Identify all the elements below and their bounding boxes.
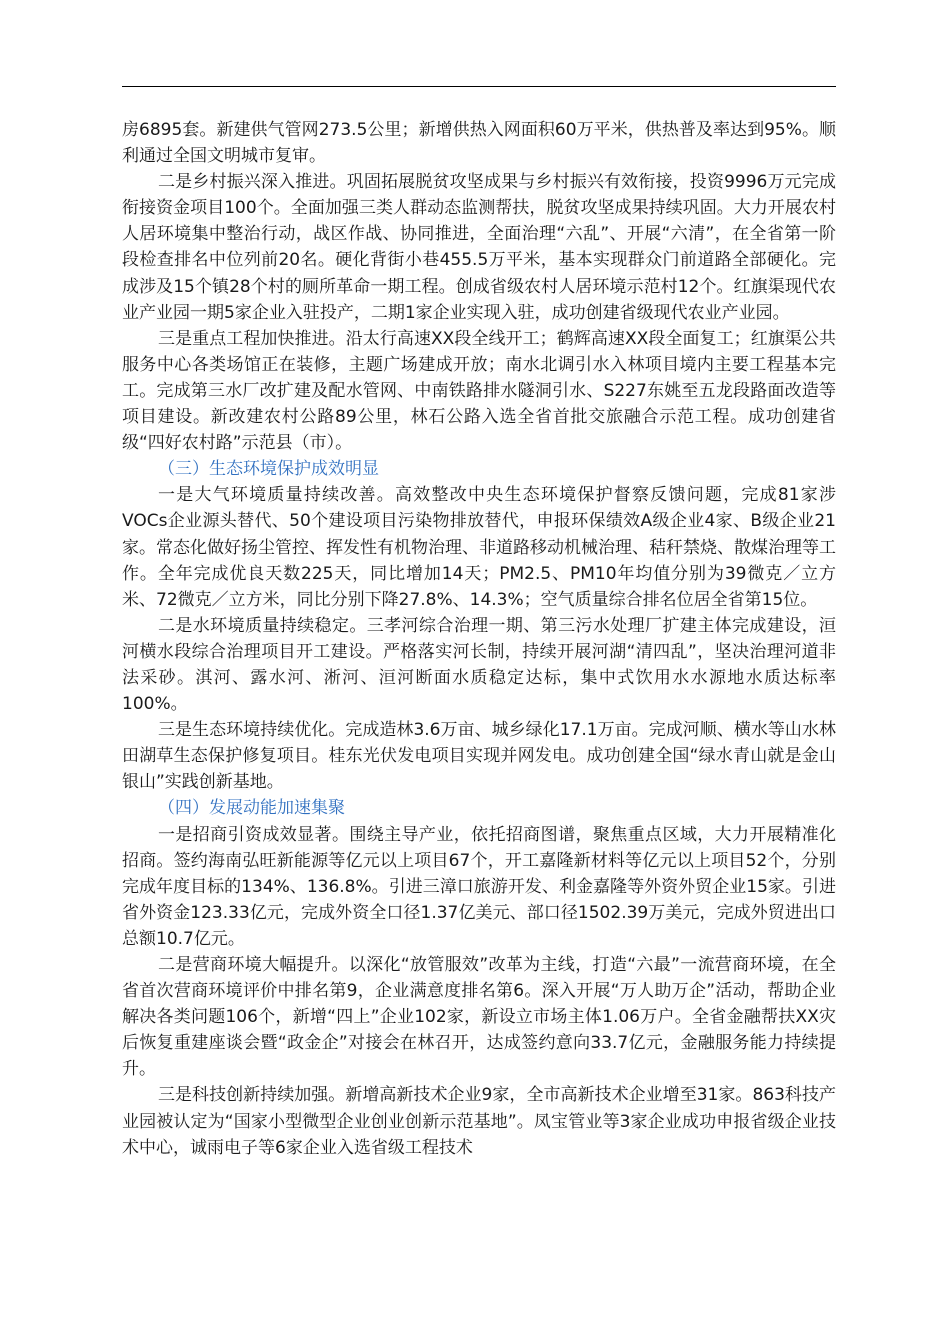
section-heading-momentum: （四）发展动能加速集聚 bbox=[158, 798, 345, 819]
paragraph-investment: 一是招商引资成效显著。围绕主导产业，依托招商图谱，聚焦重点区域，大力开展精准化招商。签约海南弘旺新能源等亿元以上项目67个，开工嘉隆新材料等亿元以上项目52个，分别完成年度目标的134%、136.8%。引进三漳口旅游开发、利金嘉隆等外资外贸企业15家。引进省外资金123.33亿元，完成外资全口径1.37亿美元、部口径1502.39万美元，完成外贸进出口总额10.7亿元。 bbox=[122, 824, 836, 949]
paragraph-air-quality: 一是大气环境质量持续改善。高效整改中央生态环境保护督察反馈问题，完成81家涉VOCs企业源头替代、50个建设项目污染物排放替代，申报环保绩效A级企业4家、B级企业21家。常态化做好扬尘管控、挥发性有机物治理、非道路移动机械治理、秸秆禁烧、散煤治理等工作。全年完成优良天数225天，同比增加14天；PM2.5、PM10年均值分别为39微克／立方米、72微克／立方米，同比分别下降27.8%、14.3%；空气质量综合排名位居全省第15位。 bbox=[122, 485, 836, 610]
paragraph-water-quality: 二是水环境质量持续稳定。三孝河综合治理一期、第三污水处理厂扩建主体完成建设，洹河横水段综合治理项目开工建设。严格落实河长制，持续开展河湖“清四乱”，坚决治理河道非法采砂。淇河、露水河、淅河、洹河断面水质稳定达标，集中式饮用水水源地水质达标率100%。 bbox=[122, 615, 836, 715]
header-rule bbox=[122, 86, 836, 87]
paragraph-innovation: 三是科技创新持续加强。新增高新技术企业9家，全市高新技术企业增至31家。863科技产业园被认定为“国家小型微型企业创业创新示范基地”。凤宝管业等3家企业成功申报省级企业技术中心，诚雨电子等6家企业入选省级工程技术 bbox=[122, 1085, 836, 1158]
paragraph-key-projects: 三是重点工程加快推进。沿太行高速XX段全线开工；鹤辉高速XX段全面复工；红旗渠公共服务中心各类场馆正在装修，主题广场建成开放；南水北调引水入林项目境内主要工程基本完工。完成第三水厂改扩建及配水管网、中南铁路排水隧洞引水、S227东姚至五龙段路面改造等项目建设。新改建农村公路89公里，林石公路入选全省首批交旅融合示范工程。成功创建省级“四好农村路”示范县（市）。 bbox=[122, 328, 836, 454]
paragraph-ecology-optimization: 三是生态环境持续优化。完成造林3.6万亩、城乡绿化17.1万亩。完成河顺、横水等山水林田湖草生态保护修复项目。桂东光伏发电项目实现并网发电。成功创建全国“绿水青山就是金山银山”实践创新基地。 bbox=[122, 720, 836, 793]
paragraph-housing: 房6895套。新建供气管网273.5公里；新增供热入网面积60万平米，供热普及率达到95%。顺利通过全国文明城市复审。 bbox=[122, 120, 836, 167]
section-heading-ecology: （三）生态环境保护成效明显 bbox=[158, 459, 379, 480]
paragraph-rural-revitalization: 二是乡村振兴深入推进。巩固拓展脱贫攻坚成果与乡村振兴有效衔接，投资9996万元完成衔接资金项目100个。全面加强三类人群动态监测帮扶，脱贫攻坚成果持续巩固。大力开展农村人居环境集中整治行动，战区作战、协同推进，全面治理“六乱”、开展“六清”，在全省第一阶段检查排名中位列前20名。硬化背街小巷455.5万平米，基本实现群众门前道路全部硬化。完成涉及15个镇28个村的厕所革命一期工程。创成省级农村人居环境示范村12个。红旗渠现代农业产业园一期5家企业入驻投产，二期1家企业实现入驻，成功创建省级现代农业产业园。 bbox=[122, 172, 836, 323]
paragraph-business-environment: 二是营商环境大幅提升。以深化“放管服效”改革为主线，打造“六最”一流营商环境，在全省首次营商环境评价中排名第9，企业满意度排名第6。深入开展“万人助万企”活动，帮助企业解决各类问题106个，新增“四上”企业102家，新设立市场主体1.06万户。全省金融帮扶XX灾后恢复重建座谈会暨“政金企”对接会在林召开，达成签约意向33.7亿元，金融服务能力持续提升。 bbox=[122, 955, 836, 1080]
document-body bbox=[122, 117, 836, 1161]
